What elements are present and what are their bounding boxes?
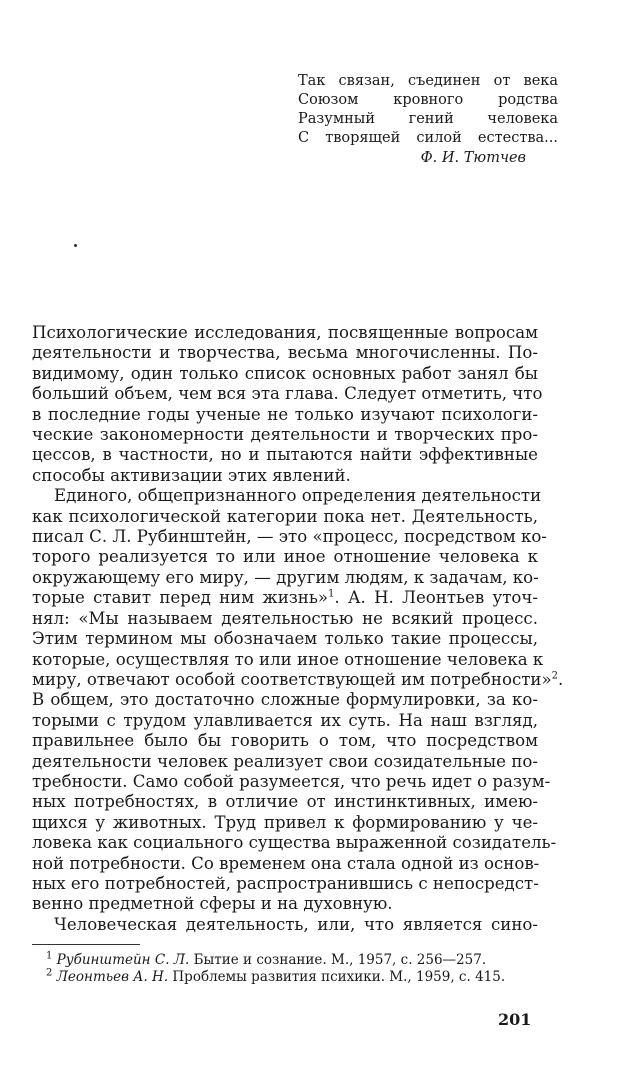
text-fragment: миру, отвечают особой соответствующей им потребности» [32,669,552,689]
text-line: деятельности и творчества, весьма многочисленны. По- [32,343,538,363]
text-line: ных его потребностей, распространившись с непосредст- [32,873,539,893]
text-line: правильнее было бы говорить о том, что посредством [32,731,538,751]
paragraph-2 [32,486,564,915]
stray-dot [74,244,77,247]
footnote-1 [32,952,538,969]
text-line: ной потребности. Со временем она стала одной из основ- [32,853,540,873]
text-line: требности. Само собой разумеется, что речь идет о разум- [32,771,551,791]
text-line: деятельности человек реализует свои созидательные по- [32,751,538,771]
text-line: способы активизации этих явлений. [32,465,351,485]
footnote-mark: 1 [46,950,53,962]
text-line: как психологической категории пока нет. Деятельность, [32,506,538,526]
footnote-mark: 2 [46,967,53,979]
text-fragment: . А. Н. Леонтьев уточ- [334,588,538,608]
text-line [32,669,564,690]
text-line: которые, осуществляя то или иное отношение человека к [32,649,544,669]
page-number: 201 [498,1010,532,1029]
text-line [32,588,538,608]
text-line: в последние годы ученые не только изучают психологи- [32,404,538,424]
body-text [32,323,564,935]
footnote-text: Бытие и сознание. М., 1957, с. 256—257. [189,952,487,968]
text-line: ных потребностях, в отличие от инстинктивных, имею- [32,792,538,812]
text-fragment: торые ставит перед ним жизнь» [32,588,329,608]
text-line: видимому, один только список основных работ занял бы [32,363,538,383]
text-line: Психологические исследования, посвященные вопросам [32,323,538,342]
footnote-ref-2: 2 [551,670,559,682]
text-line: писал С. Л. Рубинштейн, — это «процесс, посредством ко- [32,527,547,547]
footnote-text: Проблемы развития психики. М., 1959, с. 415. [168,969,506,985]
epigraph-author: Ф. И. Тютчев [420,150,526,166]
text-line: больший объем, чем вся эта глава. Следует отметить, что [32,384,543,404]
footnote-ref-1: 1 [328,588,335,600]
text-line: окружающему его миру, — другим людям, к задачам, ко- [32,567,539,587]
text-line: Человеческая деятельность, или, что является сино- [54,914,538,934]
text-fragment: . [558,669,564,689]
text-line: Этим термином мы обозначаем только такие процессы, [32,629,538,649]
footnote-author: Рубинштейн С. Л. [56,952,190,968]
text-line: цессов, в частности, но и пытаются найти эффективные [32,445,538,465]
paragraph-3 [32,915,538,935]
footnote-author: Леонтьев А. Н. [56,969,169,985]
footnotes [32,952,538,986]
text-line: нял: «Мы называем деятельностью не всякий процесс. [32,608,538,628]
paragraph-1 [32,323,543,486]
text-line: торого реализуется то или иное отношение человека к [32,547,538,567]
text-line: ческие закономерности деятельности и творческих про- [32,425,538,445]
epigraph-line: Разумный гений человека [298,111,558,127]
text-line: В общем, это достаточно сложные формулировки, за ко- [32,690,538,710]
epigraph [298,72,558,168]
text-line: Единого, общепризнанного определения деятельности [54,486,542,506]
footnote-2 [32,969,538,986]
text-line: венно предметной сферы и на духовную. [32,894,393,914]
text-line: ловека как социального существа выраженной созидатель- [32,833,557,853]
text-line: щихся у животных. Труд привел к формированию у че- [32,812,538,832]
epigraph-line: Так связан, съединен от века [298,73,558,89]
epigraph-line: Союзом кровного родства [298,92,558,108]
text-line: торыми с трудом улавливается их суть. На наш взгляд, [32,710,538,730]
epigraph-line: С творящей силой естества... [298,130,558,146]
footnote-rule [32,944,140,945]
